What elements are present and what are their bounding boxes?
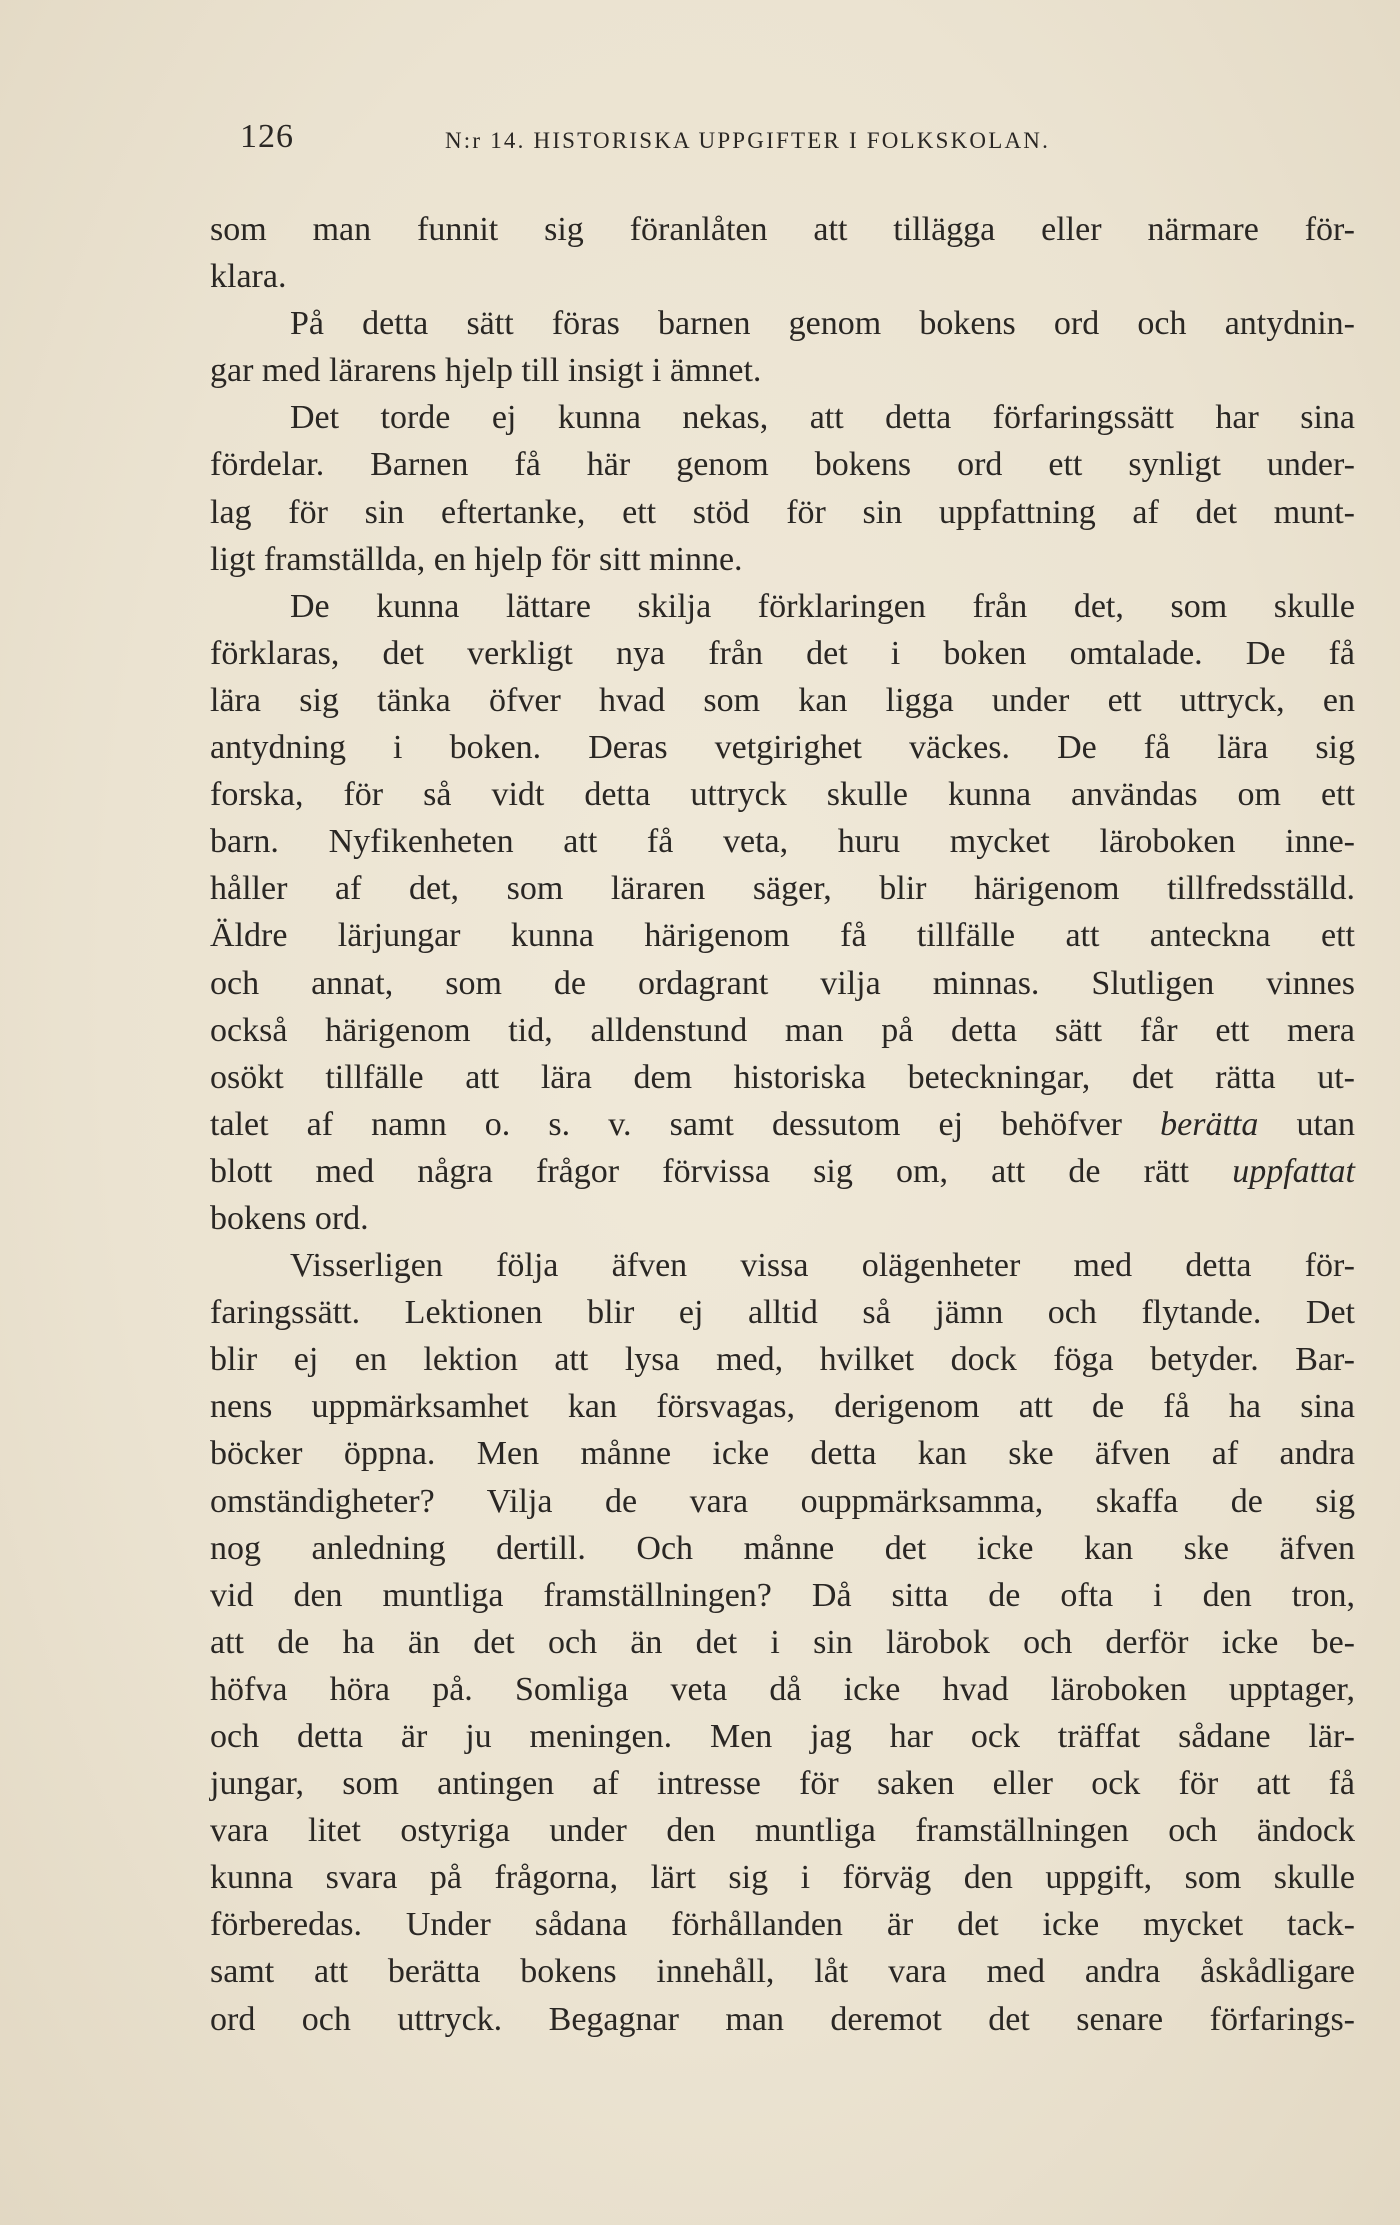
- text-line-with-italic: [210, 1148, 1355, 1195]
- text-line: bokens ord.: [210, 1199, 369, 1237]
- text-line: vid den muntliga framställningen? Då sitta de ofta i den tron,: [210, 1576, 1355, 1614]
- text-run: blott med några frågor förvissa sig om, att de rätt: [210, 1152, 1189, 1190]
- italic-word: uppfattat: [1232, 1152, 1355, 1190]
- text-line: antydning i boken. Deras vetgirighet väckes. De få lära sig: [210, 729, 1355, 767]
- text-line: förberedas. Under sådana förhållanden är det icke mycket tack-: [210, 1906, 1355, 1944]
- paragraph-start-line: Det torde ej kunna nekas, att detta förfaringssätt har sina: [290, 399, 1355, 437]
- text-line: och detta är ju meningen. Men jag har ock träffat sådane lär-: [210, 1718, 1355, 1755]
- text-line: omständigheter? Vilja de vara ouppmärksamma, skaffa de sig: [210, 1482, 1355, 1520]
- paragraph-start-line: Visserligen följa äfven vissa olägenheter med detta för-: [290, 1247, 1355, 1285]
- text-line: nog anledning dertill. Och månne det icke kan ske äfven: [210, 1529, 1355, 1567]
- text-line: jungar, som antingen af intresse för saken eller ock för att få: [210, 1765, 1355, 1803]
- text-line: höfva höra på. Somliga veta då icke hvad läroboken upptager,: [210, 1670, 1355, 1708]
- text-line: osökt tillfälle att lära dem historiska beteckningar, det rätta ut-: [210, 1058, 1355, 1096]
- text-run: talet af namn o. s. v. samt dessutom ej behöfver: [210, 1105, 1123, 1143]
- text-line: lag för sin eftertanke, ett stöd för sin uppfattning af det munt-: [210, 493, 1355, 531]
- text-line: lära sig tänka öfver hvad som kan ligga under ett uttryck, en: [210, 681, 1355, 719]
- text-line: samt att berätta bokens innehåll, låt vara med andra åskådligare: [210, 1953, 1355, 1991]
- text-line: förklaras, det verkligt nya från det i boken omtalade. De få: [210, 634, 1355, 672]
- page-header: [240, 118, 1200, 168]
- body-text: [210, 206, 1355, 2043]
- text-run: utan: [1296, 1105, 1355, 1143]
- text-line: klara.: [210, 258, 287, 296]
- text-line-with-italic: [210, 1101, 1355, 1148]
- text-line: forska, för så vidt detta uttryck skulle kunna användas om ett: [210, 776, 1355, 814]
- text-line: faringssätt. Lektionen blir ej alltid så jämn och flytande. Det: [210, 1294, 1355, 1332]
- text-line: vara litet ostyriga under den muntliga framställningen och ändock: [210, 1812, 1355, 1850]
- text-line: ord och uttryck. Begagnar man deremot det senare förfarings-: [210, 2000, 1355, 2038]
- page-number: 126: [240, 118, 294, 155]
- text-line: barn. Nyfikenheten att få veta, huru mycket läroboken inne-: [210, 823, 1355, 861]
- text-line: fördelar. Barnen få här genom bokens ord ett synligt under-: [210, 446, 1355, 484]
- text-line: som man funnit sig föranlåten att tillägga eller närmare för-: [210, 211, 1355, 248]
- running-head: N:r 14. HISTORISKA UPPGIFTER I FOLKSKOLAN.: [445, 128, 1051, 153]
- text-line: håller af det, som läraren säger, blir härigenom tillfredsställd.: [210, 870, 1355, 908]
- paragraph-start-line: De kunna lättare skilja förklaringen från det, som skulle: [290, 587, 1355, 625]
- italic-word: berätta: [1160, 1105, 1259, 1143]
- text-line: böcker öppna. Men månne icke detta kan ske äfven af andra: [210, 1435, 1355, 1473]
- text-line: nens uppmärksamhet kan försvagas, derigenom att de få ha sina: [210, 1388, 1355, 1426]
- text-line: ligt framställda, en hjelp för sitt minne.: [210, 540, 743, 578]
- text-line: Äldre lärjungar kunna härigenom få tillfälle att anteckna ett: [210, 917, 1355, 955]
- text-line: också härigenom tid, alldenstund man på detta sätt får ett mera: [210, 1011, 1355, 1049]
- text-line: blir ej en lektion att lysa med, hvilket dock föga betyder. Bar-: [210, 1341, 1355, 1379]
- text-line: och annat, som de ordagrant vilja minnas. Slutligen vinnes: [210, 964, 1355, 1002]
- text-line: att de ha än det och än det i sin lärobok och derför icke be-: [210, 1623, 1355, 1661]
- text-line: kunna svara på frågorna, lärt sig i förväg den uppgift, som skulle: [210, 1859, 1355, 1897]
- paragraph-start-line: På detta sätt föras barnen genom bokens ord och antydnin-: [290, 305, 1355, 343]
- text-line: gar med lärarens hjelp till insigt i ämnet.: [210, 352, 762, 390]
